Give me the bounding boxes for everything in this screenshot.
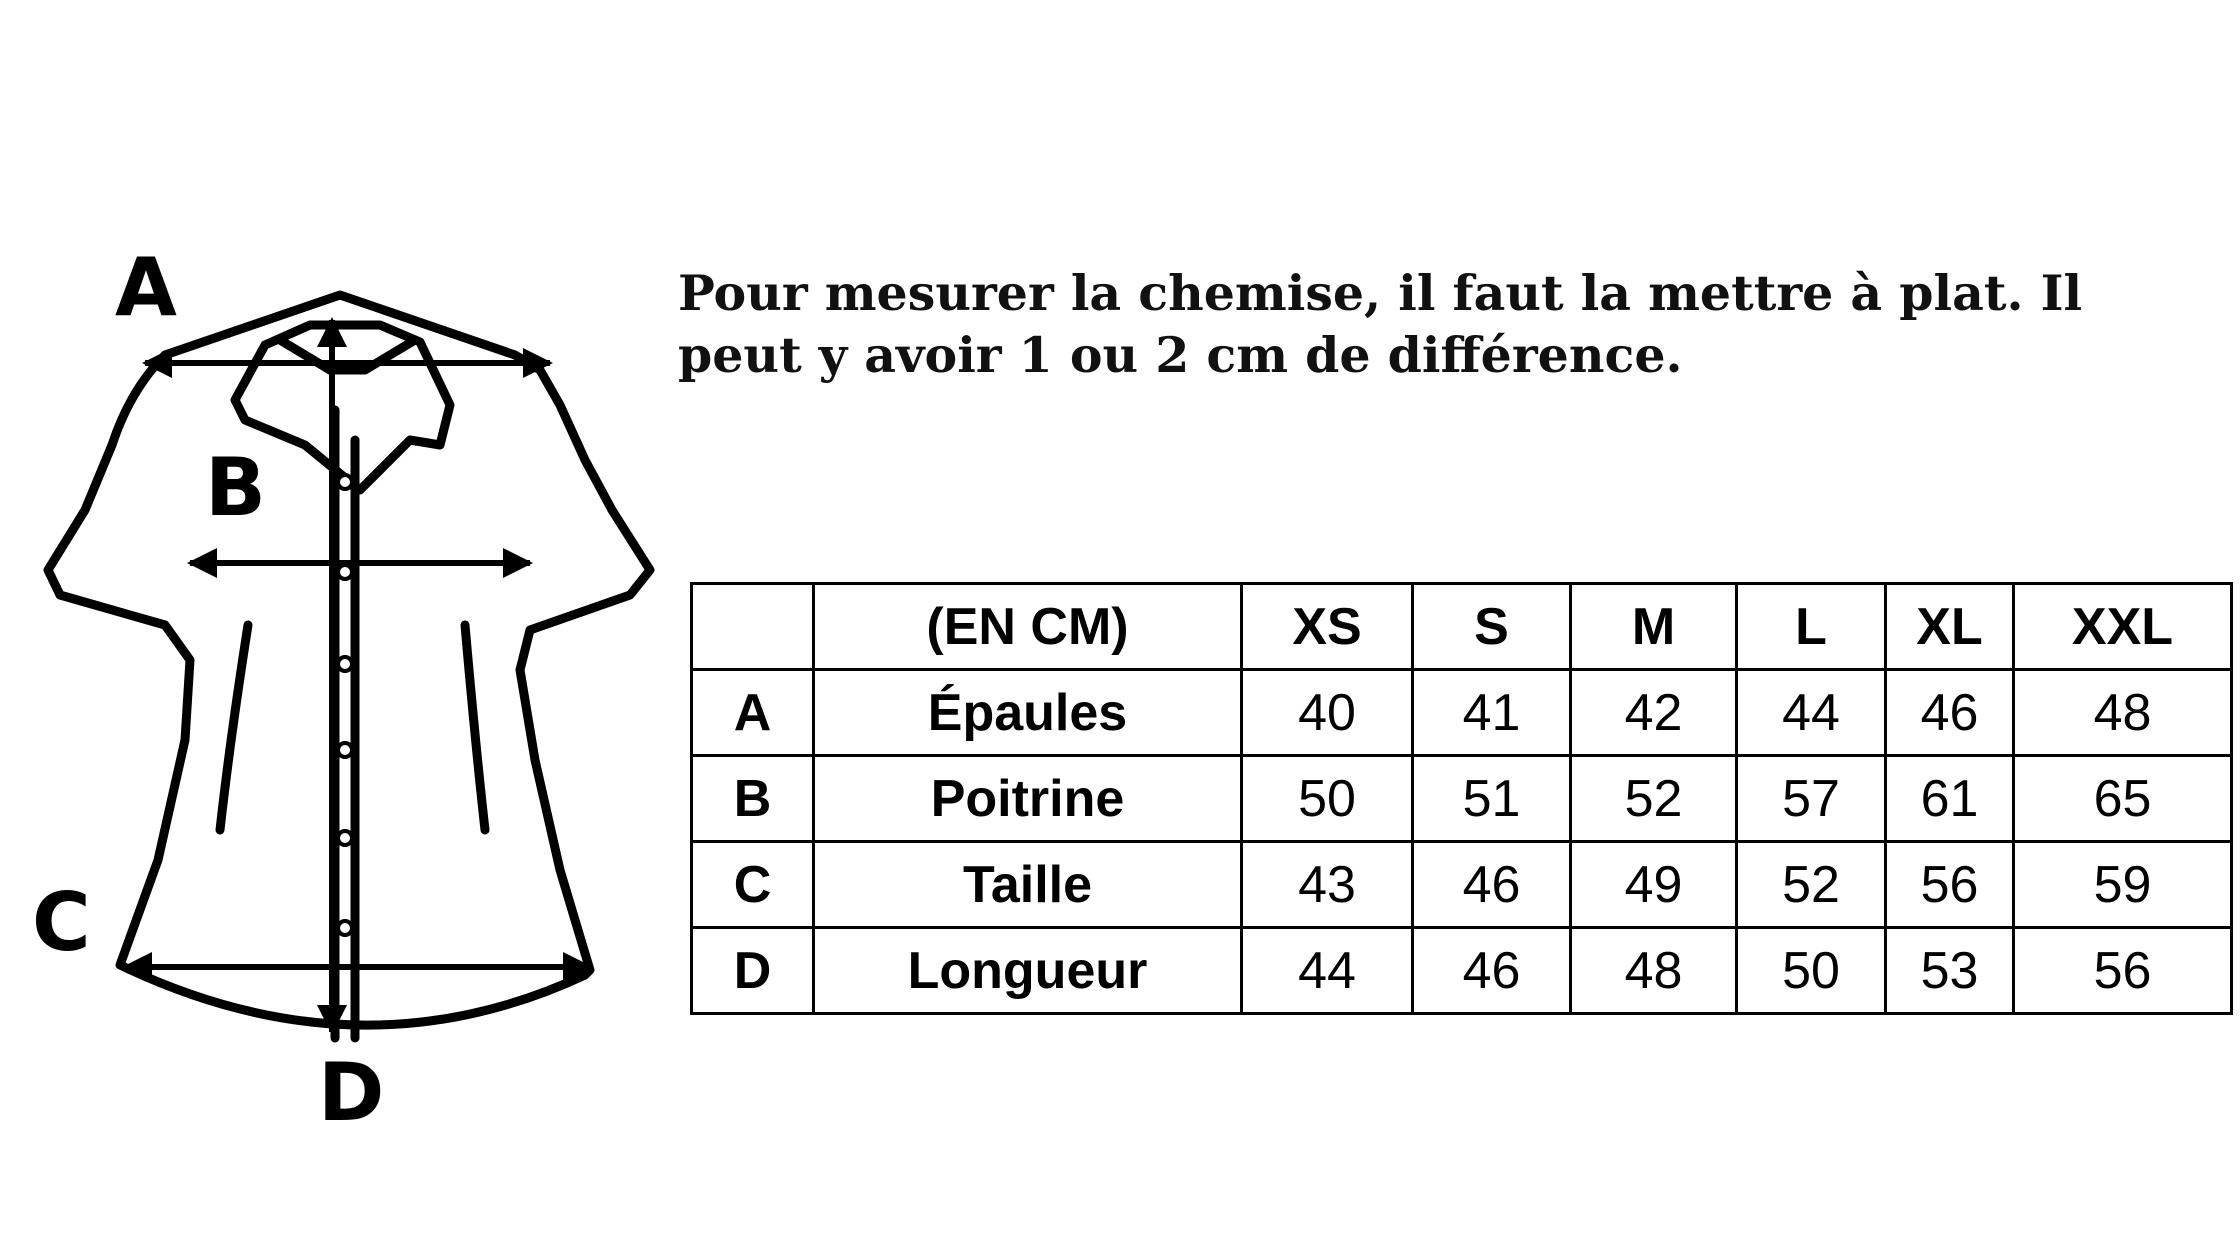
- header-size-xl: XL: [1886, 584, 2014, 670]
- row-label: Taille: [814, 842, 1242, 928]
- table-row-chest: [692, 756, 2232, 842]
- row-label: Longueur: [814, 928, 1242, 1014]
- header-key: [692, 584, 814, 670]
- label-d: D: [318, 1046, 385, 1139]
- cell-value: 52: [1737, 842, 1886, 928]
- cell-value: 56: [1886, 842, 2014, 928]
- row-label: Épaules: [814, 670, 1242, 756]
- buttons: [338, 475, 352, 935]
- header-unit: (EN CM): [814, 584, 1242, 670]
- shirt-diagram: [32, 220, 680, 1140]
- cell-value: 50: [1242, 756, 1413, 842]
- shirt-illustration: [32, 220, 680, 1140]
- cell-value: 46: [1413, 928, 1571, 1014]
- header-size-xs: XS: [1242, 584, 1413, 670]
- cell-value: 57: [1737, 756, 1886, 842]
- header-size-s: S: [1413, 584, 1571, 670]
- cell-value: 59: [2014, 842, 2232, 928]
- cell-value: 41: [1413, 670, 1571, 756]
- cell-value: 56: [2014, 928, 2232, 1014]
- cell-value: 53: [1886, 928, 2014, 1014]
- cell-value: 40: [1242, 670, 1413, 756]
- header-size-l: L: [1737, 584, 1886, 670]
- cell-value: 50: [1737, 928, 1886, 1014]
- cell-value: 44: [1737, 670, 1886, 756]
- size-chart-table: [690, 582, 2233, 1015]
- cell-value: 52: [1571, 756, 1737, 842]
- cell-value: 49: [1571, 842, 1737, 928]
- cell-value: 48: [1571, 928, 1737, 1014]
- cell-value: 65: [2014, 756, 2232, 842]
- cell-value: 44: [1242, 928, 1413, 1014]
- table-row-waist: [692, 842, 2232, 928]
- table-row-length: [692, 928, 2232, 1014]
- cell-value: 46: [1413, 842, 1571, 928]
- label-c: C: [32, 876, 91, 969]
- row-label: Poitrine: [814, 756, 1242, 842]
- row-key: C: [692, 842, 814, 928]
- row-key: D: [692, 928, 814, 1014]
- table-header-row: [692, 584, 2232, 670]
- cell-value: 51: [1413, 756, 1571, 842]
- row-key: A: [692, 670, 814, 756]
- label-a: A: [115, 241, 177, 334]
- cell-value: 46: [1886, 670, 2014, 756]
- header-size-m: M: [1571, 584, 1737, 670]
- cell-value: 61: [1886, 756, 2014, 842]
- cell-value: 43: [1242, 842, 1413, 928]
- table-row-shoulders: [692, 670, 2232, 756]
- label-b: B: [205, 441, 266, 534]
- cell-value: 42: [1571, 670, 1737, 756]
- header-size-xxl: XXL: [2014, 584, 2232, 670]
- cell-value: 48: [2014, 670, 2232, 756]
- row-key: B: [692, 756, 814, 842]
- measurement-instructions: Pour mesurer la chemise, il faut la mettre à plat. Il peut y avoir 1 ou 2 cm de différence.: [678, 264, 2083, 384]
